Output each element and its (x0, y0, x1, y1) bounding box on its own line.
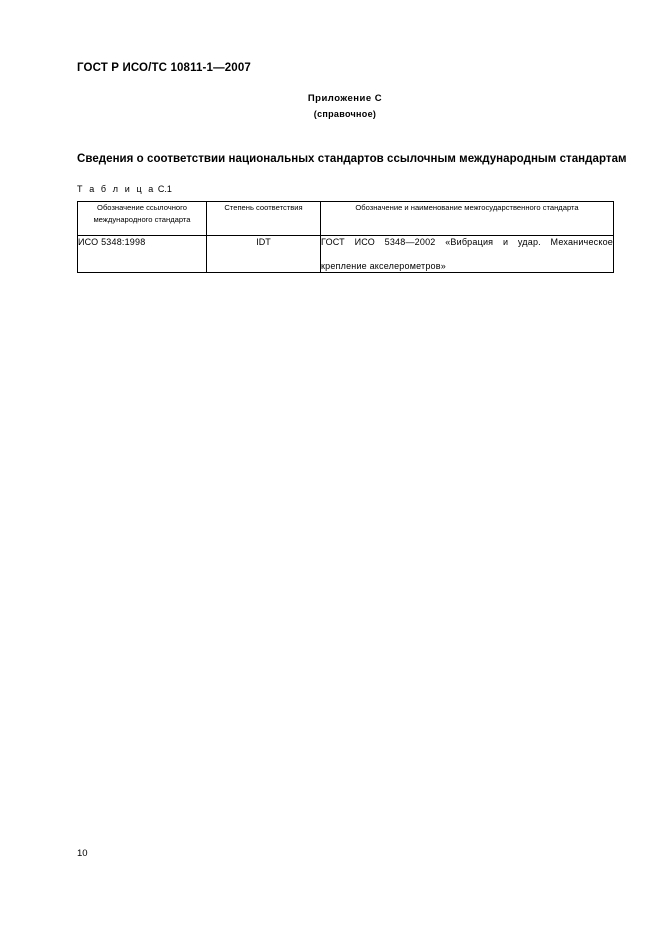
column-header-conformity-degree (207, 202, 321, 236)
running-header: ГОСТ Р ИСО/ТС 10811-1—2007 (77, 62, 251, 74)
annex-subtitle: (справочное) (313, 109, 377, 119)
cell-reference-standard: ИСО 5348:1998 (78, 236, 207, 273)
cell-national-standard-line-1: ГОСТ ИСО 5348—2002 «Вибрация и удар. Механическое (321, 237, 613, 247)
annex-heading-block (77, 92, 613, 121)
section-heading: Сведения о соответствии национальных стандартов ссылочным международным стандартам (77, 153, 627, 165)
column-header-line-1: Обозначение ссылочного (97, 203, 187, 212)
cell-conformity-degree: IDT (207, 236, 321, 273)
table-header-row (78, 202, 614, 236)
reference-standards-table (77, 201, 614, 273)
column-header-national-standard (321, 202, 614, 236)
cell-national-standard-line-2: крепление акселерометров» (321, 261, 446, 271)
table-caption-label: Т а б л и ц а (77, 184, 156, 194)
column-header-line-1: Степень соответствия (224, 203, 303, 212)
table-caption (77, 184, 172, 194)
column-header-reference-standard (78, 202, 207, 236)
column-header-line-2: международного стандарта (93, 214, 191, 224)
column-header-line-1: Обозначение и наименование межгосударственного стандарта (355, 203, 579, 212)
cell-national-standard (321, 236, 614, 273)
table-caption-number: С.1 (157, 184, 172, 194)
table-row (78, 236, 614, 273)
page-number: 10 (77, 848, 88, 859)
annex-title: Приложение С (307, 93, 383, 104)
